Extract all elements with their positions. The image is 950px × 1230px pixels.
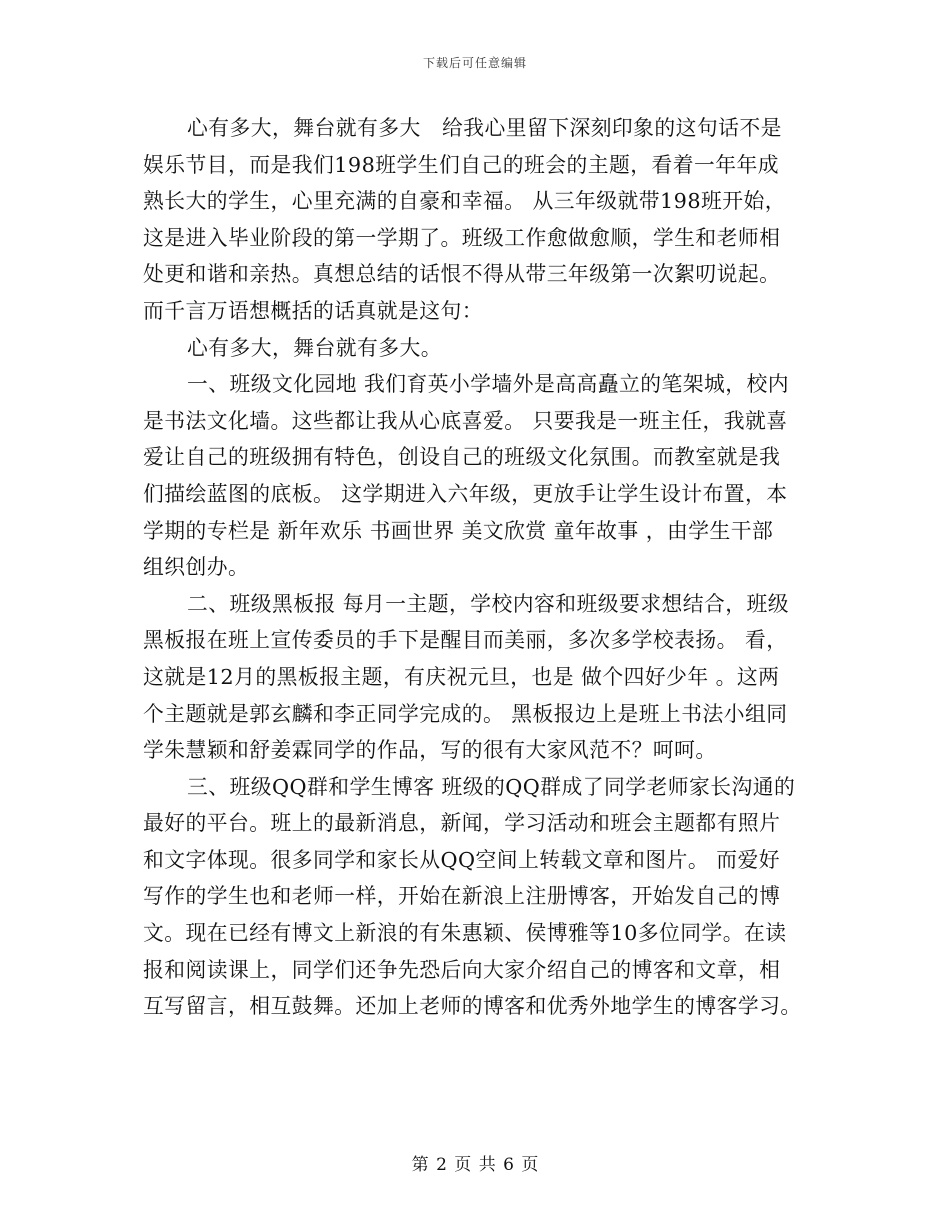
paragraph-line: 组织创办。 (143, 555, 250, 580)
paragraph-line: 们描绘蓝图的底板。 这学期进入六年级，更放手让学生设计布置，本 (143, 481, 788, 506)
paragraph-line: 个主题就是郭玄麟和李正同学完成的。 黑板报边上是班上书法小组同 (143, 701, 788, 726)
paragraph-line: 学期的专栏是 新年欢乐 书画世界 美文欣赏 童年故事 ，由学生干部 (143, 518, 774, 543)
paragraph-line: 最好的平台。班上的最新消息，新闻，学习活动和班会主题都有照片 (143, 811, 781, 836)
paragraph-line: 一、班级文化园地 我们育英小学墙外是高高矗立的笔架城，校内 (187, 372, 789, 397)
paragraph-line: 学朱慧颖和舒姜霖同学的作品，写的很有大家风范不？呵呵。 (143, 738, 717, 763)
paragraph-line: 和文字体现。很多同学和家长从QQ空间上转载文章和图片。 而爱好 (143, 847, 780, 872)
paragraph-line: 这是进入毕业阶段的第一学期了。班级工作愈做愈顺，学生和老师相 (143, 225, 781, 250)
paragraph-line: 报和阅读课上，同学们还争先恐后向大家介绍自己的博客和文章，相 (143, 957, 781, 982)
document-body (143, 110, 807, 1025)
paragraph-line: 二、班级黑板报 每月一主题，学校内容和班级要求想结合，班级 (187, 591, 789, 616)
paragraph-line: 这就是12月的黑板报主题，有庆祝元旦，也是 做个四好少年 。这两 (143, 664, 780, 689)
paragraph-line: 娱乐节目，而是我们198班学生们自己的班会的主题，看着一年年成 (143, 152, 779, 177)
paragraph-line: 是书法文化墙。这些都让我从心底喜爱。 只要我是一班主任，我就喜 (143, 408, 788, 433)
paragraph-line: 互写留言，相互鼓舞。还加上老师的博客和优秀外地学生的博客学习。 (143, 994, 802, 1019)
paragraph-line: 爱让自己的班级拥有特色，创设自己的班级文化氛围。而教室就是我 (143, 445, 781, 470)
paragraph-line: 黑板报在班上宣传委员的手下是醒目而美丽，多次多学校表扬。 看， (143, 628, 788, 653)
page-header-note: 下载后可任意编辑 (422, 56, 527, 70)
page-number-footer: 第 2 页 共 6 页 (411, 1155, 539, 1175)
paragraph-line: 文。现在已经有博文上新浪的有朱惠颖、侯博雅等10多位同学。在读 (143, 921, 787, 946)
paragraph-line: 心有多大，舞台就有多大。 (187, 335, 442, 360)
paragraph-line: 心有多大，舞台就有多大 给我心里留下深刻印象的这句话不是 (187, 116, 782, 140)
paragraph-line: 熟长大的学生，心里充满的自豪和幸福。 从三年级就带198班开始， (143, 189, 787, 214)
paragraph-line: 而千言万语想概括的话真就是这句： (143, 298, 483, 323)
paragraph-line: 写作的学生也和老师一样，开始在新浪上注册博客，开始发自己的博 (143, 884, 781, 909)
paragraph-line: 三、班级QQ群和学生博客 班级的QQ群成了同学老师家长沟通的 (187, 774, 796, 799)
paragraph-line: 处更和谐和亲热。真想总结的话恨不得从带三年级第一次絮叨说起。 (143, 262, 781, 287)
